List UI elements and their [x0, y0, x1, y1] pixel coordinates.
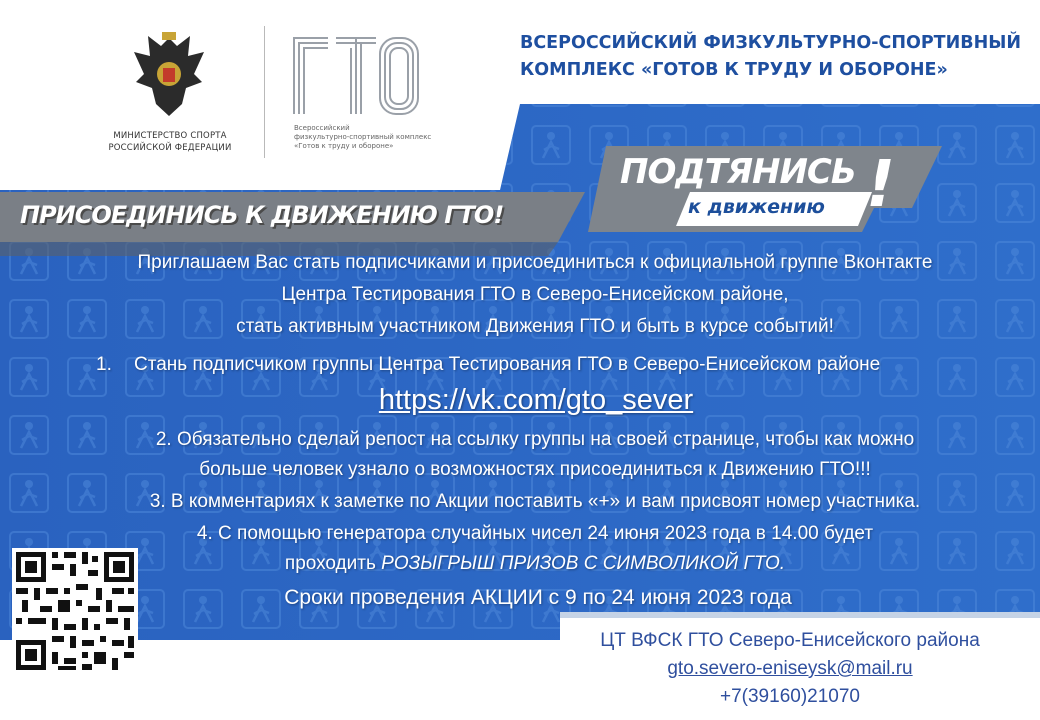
intro-line-2: Центра Тестирования ГТО в Северо-Енисейском районе, — [281, 284, 789, 305]
footer-phone: +7(39160)21070 — [720, 686, 860, 707]
footer-email[interactable]: gto.severo-eniseysk@mail.ru — [667, 658, 913, 679]
step-4-prefix: проходить — [284, 553, 376, 574]
footer-org: ЦТ ВФСК ГТО Северо-Енисейского района — [600, 630, 980, 651]
slogan-sub: к движению — [688, 196, 825, 218]
join-title: ПРИСОЕДИНИСЬ К ДВИЖЕНИЮ ГТО! — [20, 201, 504, 229]
ministry-line-1: МИНИСТЕРСТВО СПОРТА — [113, 131, 227, 141]
header-title-line-2: КОМПЛЕКС «ГОТОВ К ТРУДУ И ОБОРОНЕ» — [520, 60, 948, 80]
step-4-prize: РОЗЫГРЫШ ПРИЗОВ С СИМВОЛИКОЙ ГТО. — [381, 553, 786, 574]
deadline: Сроки проведения АКЦИИ с 9 по 24 июня 2023 года — [284, 586, 792, 609]
slogan-exclamation: ! — [866, 148, 896, 222]
ministry-line-2: РОССИЙСКОЙ ФЕДЕРАЦИИ — [108, 143, 232, 153]
gto-logo-icon — [292, 36, 420, 116]
slogan-main: ПОДТЯНИСЬ — [620, 152, 856, 192]
step-2-line-1: 2. Обязательно сделай репост на ссылку группы на своей странице, чтобы как можно — [155, 429, 915, 450]
step-1 — [96, 353, 976, 377]
qr-code-icon[interactable] — [12, 548, 138, 674]
gto-caption-line-2: физкультурно-спортивный комплекс — [294, 133, 432, 141]
step-2-line-2: больше человек узнало о возможностях присоединиться к Движению ГТО!!! — [199, 459, 871, 480]
eagle-emblem-icon — [132, 30, 206, 116]
step-1-text: Стань подписчиком группы Центра Тестирования ГТО в Северо-Енисейском районе — [134, 354, 881, 375]
header-title-line-1: ВСЕРОССИЙСКИЙ ФИЗКУЛЬТУРНО-СПОРТИВНЫЙ — [520, 33, 1022, 53]
step-4-line-1: 4. С помощью генератора случайных чисел 24 июня 2023 года в 14.00 будет — [196, 523, 874, 544]
vk-group-link[interactable]: https://vk.com/gto_sever — [378, 384, 694, 416]
gto-caption — [294, 124, 464, 151]
ministry-caption — [92, 130, 248, 154]
gto-caption-line-3: «Готов к труду и обороне» — [294, 142, 394, 150]
header-title — [520, 30, 1030, 84]
step-3: 3. В комментариях к заметке по Акции поставить «+» и вам присвоят номер участника. — [149, 491, 921, 512]
gto-caption-line-1: Всероссийский — [294, 124, 350, 132]
step-4-line-2 — [70, 552, 1000, 576]
header-divider — [264, 26, 265, 158]
intro-line-3: стать активным участником Движения ГТО и быть в курсе событий! — [236, 316, 834, 337]
intro-line-1: Приглашаем Вас стать подписчиками и присоединиться к официальной группе Вконтакте — [137, 252, 933, 273]
step-1-number: 1. — [96, 354, 112, 375]
